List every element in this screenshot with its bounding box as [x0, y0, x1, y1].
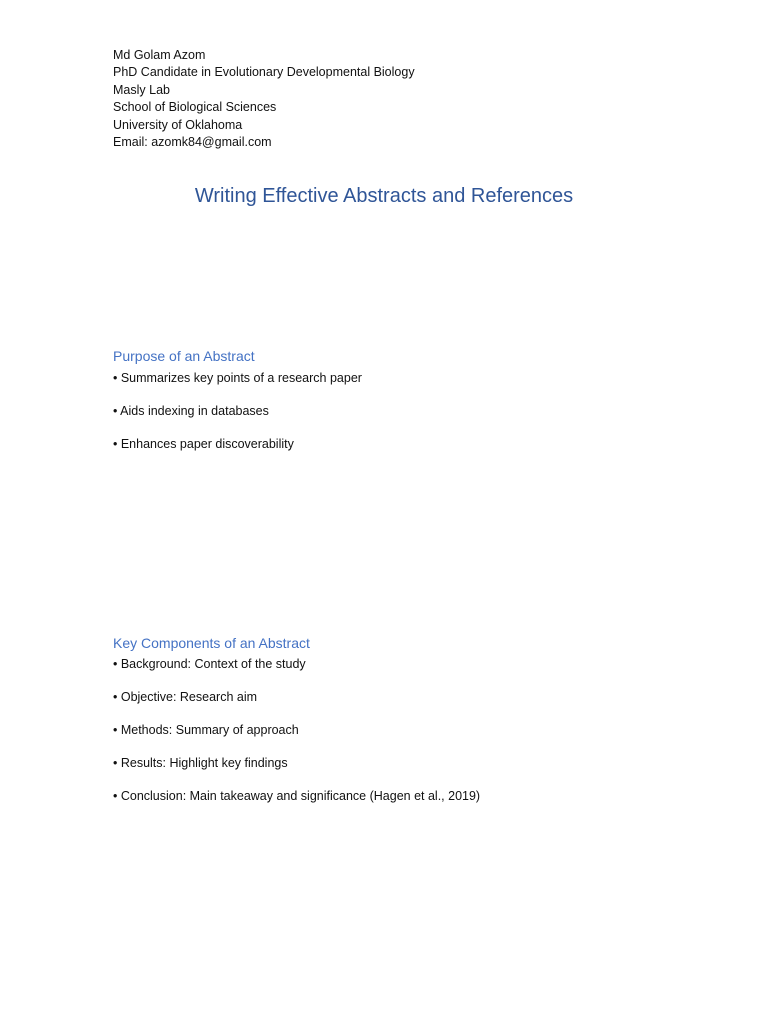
- author-university: University of Oklahoma: [113, 117, 243, 132]
- list-item: • Conclusion: Main takeaway and significance (Hagen et al., 2019): [113, 789, 481, 803]
- author-school: School of Biological Sciences: [113, 100, 277, 115]
- section-heading-purpose: Purpose of an Abstract: [113, 348, 255, 364]
- list-item: • Methods: Summary of approach: [113, 723, 299, 737]
- list-item: • Background: Context of the study: [113, 657, 306, 671]
- list-item: • Aids indexing in databases: [113, 404, 269, 418]
- list-item: • Results: Highlight key findings: [113, 756, 288, 770]
- list-item: • Enhances paper discoverability: [113, 437, 294, 451]
- author-email: Email: azomk84@gmail.com: [113, 135, 272, 150]
- document-title: Writing Effective Abstracts and References: [194, 185, 574, 207]
- section-heading-components: Key Components of an Abstract: [113, 635, 310, 651]
- list-item: • Objective: Research aim: [113, 690, 258, 704]
- author-info: [113, 47, 415, 151]
- author-lab: Masly Lab: [113, 82, 170, 97]
- author-position: PhD Candidate in Evolutionary Developmental Biology: [113, 65, 415, 80]
- list-item: • Summarizes key points of a research paper: [113, 371, 362, 385]
- author-name: Md Golam Azom: [113, 48, 206, 62]
